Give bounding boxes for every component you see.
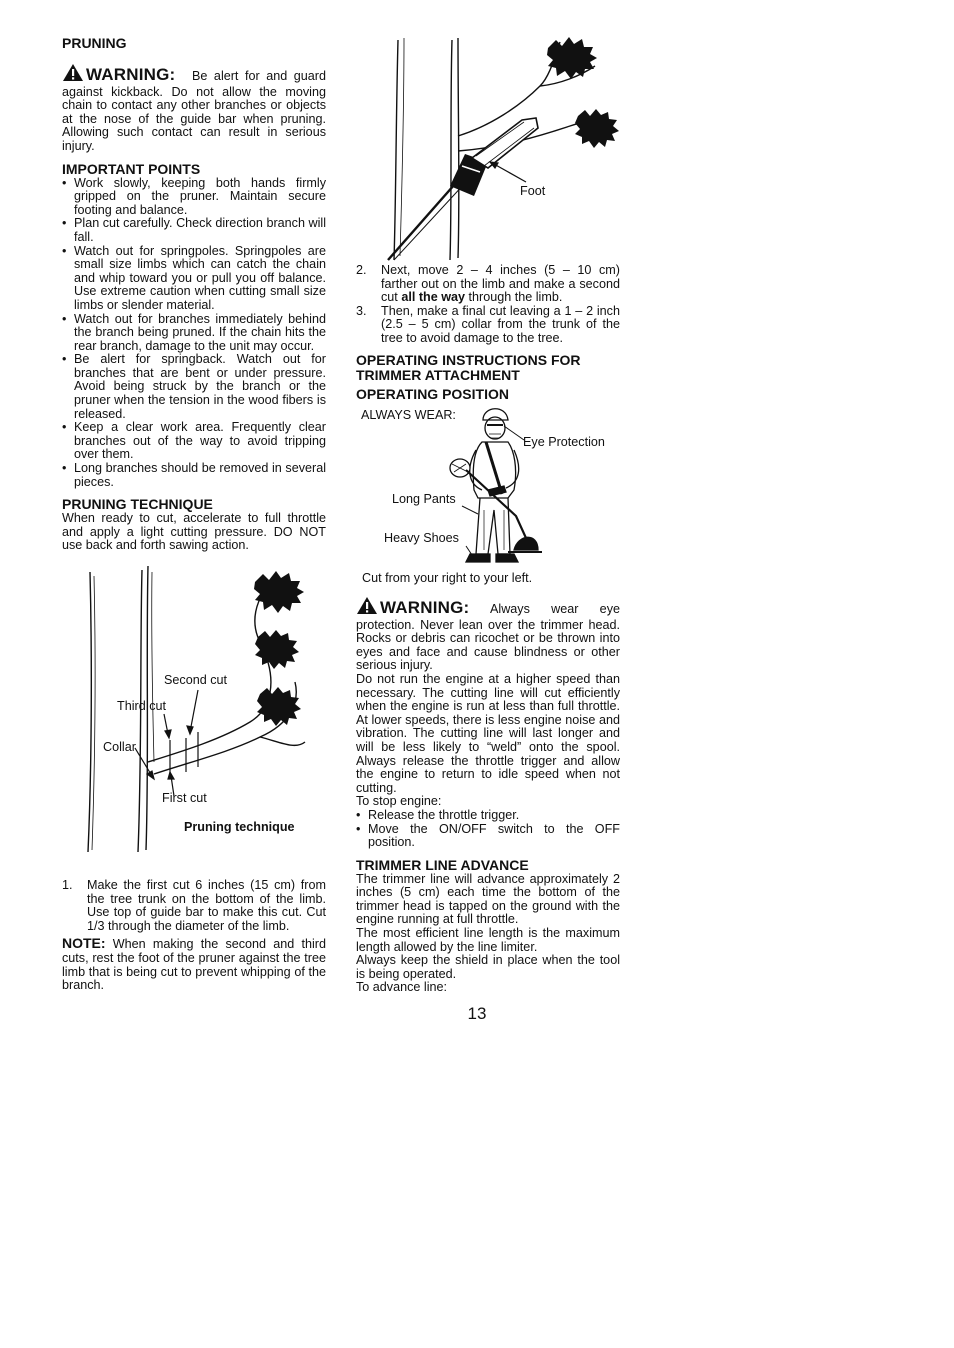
step-2 (356, 264, 620, 305)
left-column-steps (62, 879, 326, 993)
note-label: NOTE: (62, 935, 106, 952)
step-list (62, 879, 326, 933)
warning-triangle-icon (62, 63, 84, 86)
step-text: Next, move 2 – 4 inches (5 – 10 cm) farther out on the limb and make a second cut (381, 263, 620, 305)
eye-protection-label: Eye Protection (523, 435, 605, 449)
step-text: Then, make a final cut leaving a 1 – 2 inch (2.5 – 5 cm) collar from the trunk of the tree to avoid damage to the tree. (381, 303, 620, 345)
list-item: • Work slowly, keeping both hands firmly gripped on the pruner. Maintain secure footing and balance. (62, 177, 326, 218)
list-item: • Keep a clear work area. Frequently clear branches out of the way to avoid tripping over them. (62, 421, 326, 462)
advance-paragraph: The most efficient line length is the maximum length allowed by the line limiter. (356, 926, 620, 954)
trimmer-line-advance-heading: TRIMMER LINE ADVANCE (356, 856, 529, 873)
list-item: • Watch out for springpoles. Springpoles are small size limbs which can catch the chain and whip toward you or pull you off balance. Use extreme caution when cutting small size limbs or slender material. (62, 245, 326, 313)
heading-line: OPERATING INSTRUCTIONS FOR (356, 351, 581, 368)
note-text: When making the second and third cuts, rest the foot of the pruner against the tree limb that is being cut to prevent whipping of the branch. (62, 937, 326, 993)
operating-instructions-heading (356, 353, 620, 384)
list-item: • Release the throttle trigger. (356, 809, 620, 823)
pruning-technique-heading: PRUNING TECHNIQUE (62, 496, 213, 513)
technique-text: When ready to cut, accelerate to full throttle and apply a light cutting pressure. DO NOT use back and forth sawing action. (62, 511, 326, 553)
always-wear-label: ALWAYS WEAR: (361, 408, 456, 422)
collar-label: Collar (103, 740, 136, 754)
stop-engine-intro: To stop engine: (356, 794, 442, 809)
operating-position-figure (356, 398, 626, 588)
pruning-warning (62, 63, 326, 154)
trimmer-warning (356, 596, 620, 673)
step-number: 1. (62, 878, 73, 892)
pruning-heading: PRUNING (62, 35, 127, 51)
right-column-lower (356, 596, 620, 995)
warning-text: Be alert for and guard against kickback. Do not allow the moving chain to contact any other branches or objects at the nose of the guide bar when pruning. Allowing such contact can result in serious injury. (62, 69, 326, 153)
page-number: 13 (467, 1004, 487, 1023)
long-pants-label: Long Pants (392, 492, 456, 506)
pruning-technique-figure (80, 562, 330, 854)
important-points-heading: IMPORTANT POINTS (62, 160, 201, 177)
pruner-illustration (370, 36, 620, 262)
list-item: • Watch out for branches immediately behind the branch being pruned. If the chain hits the rear branch, damage to the unit may occur. (62, 313, 326, 354)
step-emphasis: all the way (401, 290, 466, 305)
warning-label: WARNING: (86, 65, 176, 84)
advance-paragraph: To advance line: (356, 980, 448, 995)
second-cut-label: Second cut (164, 673, 228, 687)
speed-text: Do not run the engine at a higher speed than necessary. The cutting line will cut efficiently when the engine is run at less than full throttle. At lower speeds, there is less engine noise and vibration. The cutting line will last longer and will be less likely to “weld” onto the spool. Always release the throttle trigger and allow the engine to return to idle speed when not cutting. (356, 671, 620, 795)
first-cut-label: First cut (162, 791, 207, 805)
pruner-foot-figure (370, 36, 620, 262)
list-item: • Move the ON/OFF switch to the OFF position. (356, 823, 620, 850)
warning-triangle-icon (356, 596, 378, 619)
list-item: • Plan cut carefully. Check direction branch will fall. (62, 217, 326, 244)
stop-engine-list (356, 809, 620, 850)
advance-paragraph: The trimmer line will advance approximately 2 inches (5 cm) each time the bottom of the trimmer head is tapped on the ground with the engine running at full throttle. (356, 871, 620, 927)
pruning-note (62, 937, 326, 992)
list-item: • Long branches should be removed in several pieces. (62, 462, 326, 489)
important-points-list (62, 177, 326, 490)
figure-caption: Pruning technique (184, 820, 295, 834)
advance-paragraph: Always keep the shield in place when the tool is being operated. (356, 953, 620, 981)
step-list (356, 264, 620, 346)
step-3 (356, 305, 620, 346)
figure-caption: Cut from your right to your left. (362, 571, 533, 585)
left-column (62, 36, 326, 553)
warning-text: Always wear eye protection. Never lean over the trimmer head. Rocks or debris can ricochet or be thrown into eyes and face and cause blindness or other serious injury. (356, 602, 620, 673)
heading-line: TRIMMER ATTACHMENT (356, 367, 520, 384)
warning-label: WARNING: (380, 598, 470, 617)
step-text: Make the first cut 6 inches (15 cm) from the tree trunk on the bottom of the limb. Use top of guide bar to make this cut. Cut 1/3 through the diameter of the limb. (87, 878, 326, 933)
step-number: 3. (356, 303, 367, 318)
list-item: • Be alert for springback. Watch out for branches that are bent or under pressure. Avoid being struck by the branch or the pruner when the tension in the wood fibers is released. (62, 353, 326, 421)
step-text: through the limb. (465, 290, 563, 305)
operating-position-heading: OPERATING POSITION (356, 385, 509, 402)
third-cut-label: Third cut (117, 699, 166, 713)
step-1 (62, 879, 326, 933)
right-column (356, 264, 620, 402)
step-number: 2. (356, 263, 367, 277)
heavy-shoes-label: Heavy Shoes (384, 531, 459, 545)
foot-label: Foot (520, 184, 546, 198)
